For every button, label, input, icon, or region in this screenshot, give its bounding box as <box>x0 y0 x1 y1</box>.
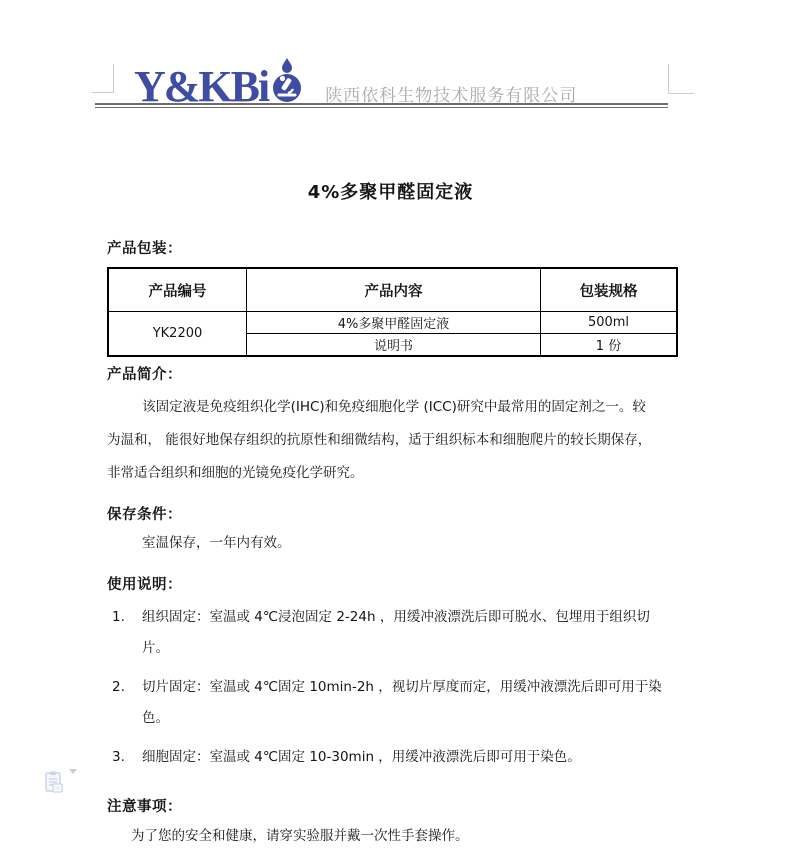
list-item-text <box>142 602 674 664</box>
list-item-number: 1. <box>112 609 125 625</box>
section-heading-notes: 注意事项： <box>107 799 182 815</box>
packaging-table <box>107 267 678 357</box>
logo-wordmark: Y&KBi <box>134 62 269 111</box>
cell-content-1: 4%多聚甲醛固定液 <box>247 312 541 334</box>
page-title: 4%多聚甲醛固定液 <box>307 182 474 203</box>
paste-options-icon <box>45 771 63 797</box>
list-item-number: 3. <box>112 749 125 765</box>
company-logo <box>134 56 305 109</box>
list-item <box>107 602 674 664</box>
cell-spec-1: 500ml <box>541 312 678 334</box>
list-item <box>107 672 674 734</box>
list-item-line: 色。 <box>142 710 169 726</box>
table-row <box>108 312 677 334</box>
intro-line: 非常适合组织和细胞的光镜免疫化学研究。 <box>107 465 364 481</box>
header-margin-mark-right <box>668 64 694 94</box>
list-item-line: 片。 <box>142 640 169 656</box>
list-item-text <box>142 672 674 734</box>
notes-text: 为了您的安全和健康，请穿实验服并戴一次性手套操作。 <box>131 828 469 844</box>
company-name: 陕西依科生物技术服务有限公司 <box>325 86 578 106</box>
list-item-text <box>142 742 674 773</box>
col-header-product-code: 产品编号 <box>108 268 247 312</box>
list-item <box>107 742 674 773</box>
cell-content-2: 说明书 <box>247 334 541 357</box>
section-heading-storage: 保存条件： <box>107 507 182 523</box>
header-divider <box>95 103 668 108</box>
storage-text: 室温保存，一年内有效。 <box>142 535 291 551</box>
col-header-product-content: 产品内容 <box>247 268 541 312</box>
document-content <box>107 170 674 851</box>
usage-list <box>107 602 674 773</box>
section-heading-intro: 产品简介： <box>107 367 182 383</box>
table-header-row <box>108 268 677 312</box>
page-header <box>134 56 577 109</box>
microscope-circle-icon <box>269 56 305 108</box>
paste-options-button[interactable] <box>45 771 79 797</box>
section-heading-packaging: 产品包装： <box>107 241 182 257</box>
list-item-line: 组织固定：室温或 4℃浸泡固定 2-24h ，用缓冲液漂洗后即可脱水、包埋用于组织切 <box>142 609 650 625</box>
cell-product-code: YK2200 <box>108 312 247 357</box>
col-header-packaging-spec: 包装规格 <box>541 268 678 312</box>
list-item-number: 2. <box>112 679 125 695</box>
intro-line: 为温和， 能很好地保存组织的抗原性和细微结构，适于组织标本和细胞爬片的较长期保存， <box>107 432 652 448</box>
cell-spec-2: 1 份 <box>541 334 678 357</box>
header-margin-mark-left <box>92 64 114 93</box>
intro-line: 该固定液是免疫组织化学(IHC)和免疫细胞化学 (ICC)研究中最常用的固定剂之一。较 <box>142 399 646 415</box>
chevron-down-icon <box>69 774 79 793</box>
list-item-line: 切片固定：室温或 4℃固定 10min-2h ，视切片厚度而定，用缓冲液漂洗后即可用于染 <box>142 679 662 695</box>
section-heading-usage: 使用说明： <box>107 577 182 593</box>
list-item-line: 细胞固定：室温或 4℃固定 10-30min ，用缓冲液漂洗后即可用于染色。 <box>142 749 581 765</box>
intro-paragraph <box>107 391 674 490</box>
